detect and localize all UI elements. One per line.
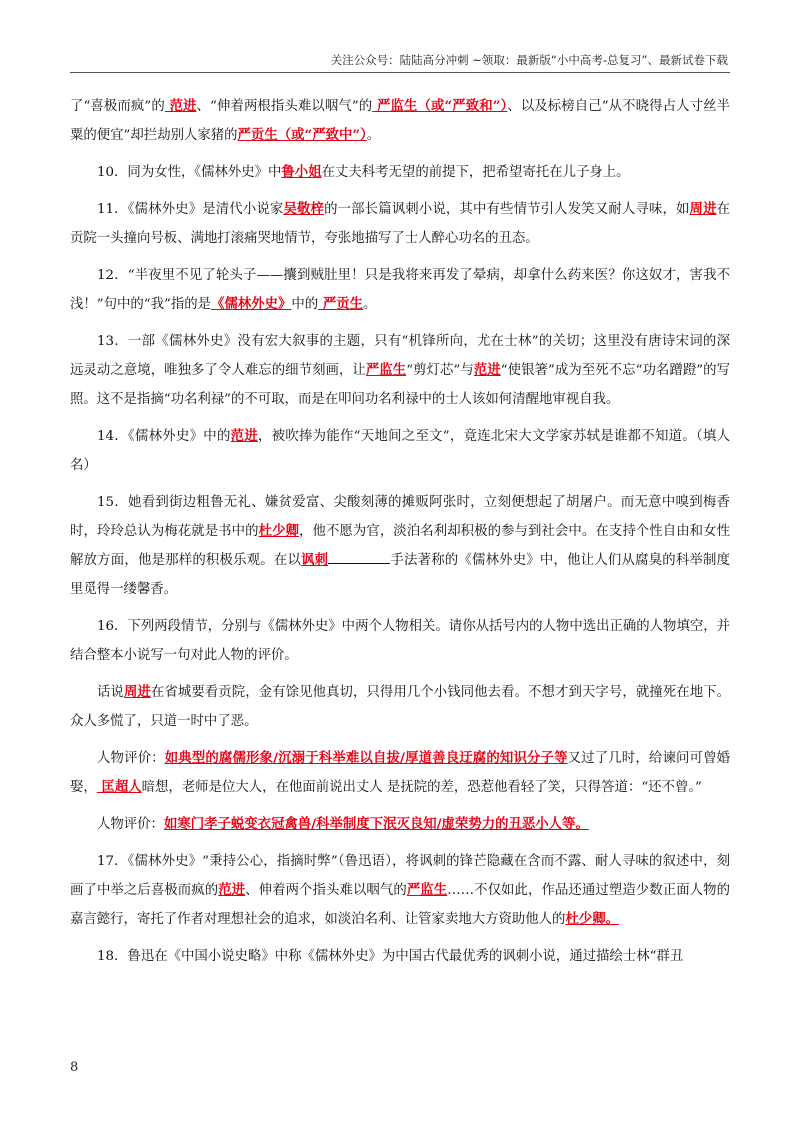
question-text: 13．一部《儒林外史》没有宏大叙事的主题，只有“机锋所向，尤在士林”的关切；这里没有唐诗宋词的深远灵动之意境，唯独多了令人难忘的细节刻画，让 <box>70 334 730 378</box>
answer-text: 范进 <box>164 98 197 114</box>
question-text: 10．同为女性，《儒林外史》中 <box>97 165 282 180</box>
question-text: 了“喜极而疯”的 <box>70 99 165 114</box>
question-paragraph <box>70 942 730 971</box>
answer-text: 如典型的腐儒形象/沉溺于科举难以自拔/厚道善良迂腐的知识分子等 <box>164 750 568 766</box>
question-text: ，他不愿为官，淡泊名利却积极的参与到社会中。在支持个性自由和女性解放方面，他是那样的积极乐观。在以 <box>70 524 731 568</box>
question-text: 14．《儒林外史》中的 <box>97 429 231 444</box>
question-paragraph <box>70 195 730 253</box>
answer-text: 范进 <box>218 882 246 898</box>
answer-text: 杜少卿。 <box>565 911 620 927</box>
question-text: 12．“半夜里不见了轮头子——攮到贼肚里！只是我将来再发了晕病，却拿什么药来医？你这奴才，害我不浅！”句中的“我”指的是 <box>70 268 730 312</box>
question-text: 11．《儒林外史》是清代小说家 <box>97 202 284 217</box>
question-text: 15．她看到街边粗鲁无礼、嫌贫爱富、尖酸刻薄的摊贩阿张时，立刻便想起了胡屠户。而无意中嗅到梅香时，玲玲总认为梅花就是书中的 <box>70 495 730 539</box>
answer-text: 严监生 <box>406 882 448 898</box>
answer-text: 严贡生（或“严致中”） <box>237 127 367 143</box>
question-paragraph <box>70 261 730 319</box>
page-header: 关注公众号：陆陆高分冲刺 ~领取：最新版“小中高考-总复习”、最新试卷下载 <box>330 53 728 67</box>
question-paragraph <box>70 678 730 736</box>
answer-text: 周进 <box>123 684 151 700</box>
question-text: ，被吹捧为能作“天地间之至文”，竟连北宋大文学家苏轼是谁都不知道。（填人名） <box>70 429 730 473</box>
question-text: “剪灯芯”与 <box>406 363 474 378</box>
question-text: 人物评价： <box>97 751 165 766</box>
answer-text: 匡超人 <box>96 779 142 795</box>
question-text: 又过了几时，给谏问可曾婚娶， <box>70 751 731 795</box>
document-body <box>70 92 730 979</box>
question-text: 。 <box>363 297 377 312</box>
question-text: 中的 <box>291 297 319 312</box>
answer-text: 如寒门孝子蜕变衣冠禽兽/科举制度下泯灭良知/虚荣势力的丑恶小人等。 <box>163 816 589 832</box>
answer-text: 周进 <box>689 201 717 217</box>
question-paragraph <box>70 158 730 187</box>
answer-blank-line <box>328 549 390 564</box>
question-paragraph <box>70 744 730 802</box>
answer-text: 吴敬梓 <box>283 201 325 217</box>
header-divider <box>70 72 730 73</box>
question-text: 在省城要看贡院，金有馀见他真切，只得用几个小钱同他去看。不想才到天字号，就撞死在地下。众人多慌了，只道一时中了恶。 <box>70 685 731 729</box>
question-text: 、伸着两个指头难以咽气的 <box>245 883 407 898</box>
question-paragraph <box>70 847 730 934</box>
question-text: 、以及标榜自己“从不晓得占人寸丝半粟的便宜”却拦劫别人家猪的 <box>70 99 730 143</box>
question-text: 在丈夫科考无望的前提下，把希望寄托在儿子身上。 <box>321 165 630 180</box>
answer-text: 严贡生 <box>318 296 364 312</box>
question-paragraph <box>70 488 730 604</box>
question-text: 、“伸着两根指头难以咽气”的 <box>196 99 373 114</box>
answer-text: 范进 <box>230 428 258 444</box>
question-text: 话说 <box>97 685 124 700</box>
question-paragraph <box>70 612 730 670</box>
question-text: 在贡院一头撞向号板、满地打滚痛哭地情节，夸张地描写了士人醉心功名的丑态。 <box>70 202 731 246</box>
question-text: ……不仅如此，作品还通过塑造少数正面人物的嘉言懿行，寄托了作者对理想社会的追求，如淡泊名利、让管家卖地大方资助他人的 <box>70 883 731 927</box>
answer-text: 严监生 <box>365 362 407 378</box>
question-text: 人物评价： <box>97 817 164 832</box>
question-paragraph <box>70 810 730 839</box>
answer-text: 《儒林外史》 <box>211 296 292 312</box>
question-paragraph <box>70 92 730 150</box>
answer-text: 严监生（或“严致和”） <box>372 98 508 114</box>
answer-text: 杜少卿 <box>258 523 300 539</box>
question-text: 的一部长篇讽刺小说，其中有些情节引人发笑又耐人寻味，如 <box>324 202 690 217</box>
question-text: “使银箸”成为至死不忘“功名蹭蹬”的写照。这不是指摘“功名利禄”的不可取，而是在叩问功名利禄中的士人该如何清醒地审视自我。 <box>70 363 731 407</box>
question-text: 18．鲁迅在《中国小说史略》中称《儒林外史》为中国古代最优秀的讽刺小说，通过描绘士林“群丑 <box>97 949 684 964</box>
question-text: 手法著称的《儒林外史》中，他让人们从腐臭的科举制度里觅得一缕馨香。 <box>70 553 731 597</box>
answer-text: 讽刺 <box>301 552 329 568</box>
question-text: 暗想，老师是位大人，在他面前说出丈人 是抚院的差，恐惹他看轻了笑，只得答道：“还不曾。” <box>141 780 702 795</box>
question-text: 。 <box>366 128 381 143</box>
answer-text: 范进 <box>473 362 501 378</box>
question-paragraph <box>70 327 730 414</box>
question-text: 16．下列两段情节，分别与《儒林外史》中两个人物相关。请你从括号内的人物中选出正确的人物填空，并结合整本小说写一句对此人物的评价。 <box>70 619 731 663</box>
page-number: 8 <box>70 1060 79 1075</box>
answer-text: 鲁小姐 <box>281 164 322 180</box>
question-text: 17．《儒林外史》“秉持公心，指摘时弊”（鲁迅语），将讽刺的锋芒隐藏在含而不露、耐人寻味的叙述中，刻画了中举之后喜极而疯的 <box>70 854 730 898</box>
question-paragraph <box>70 422 730 480</box>
